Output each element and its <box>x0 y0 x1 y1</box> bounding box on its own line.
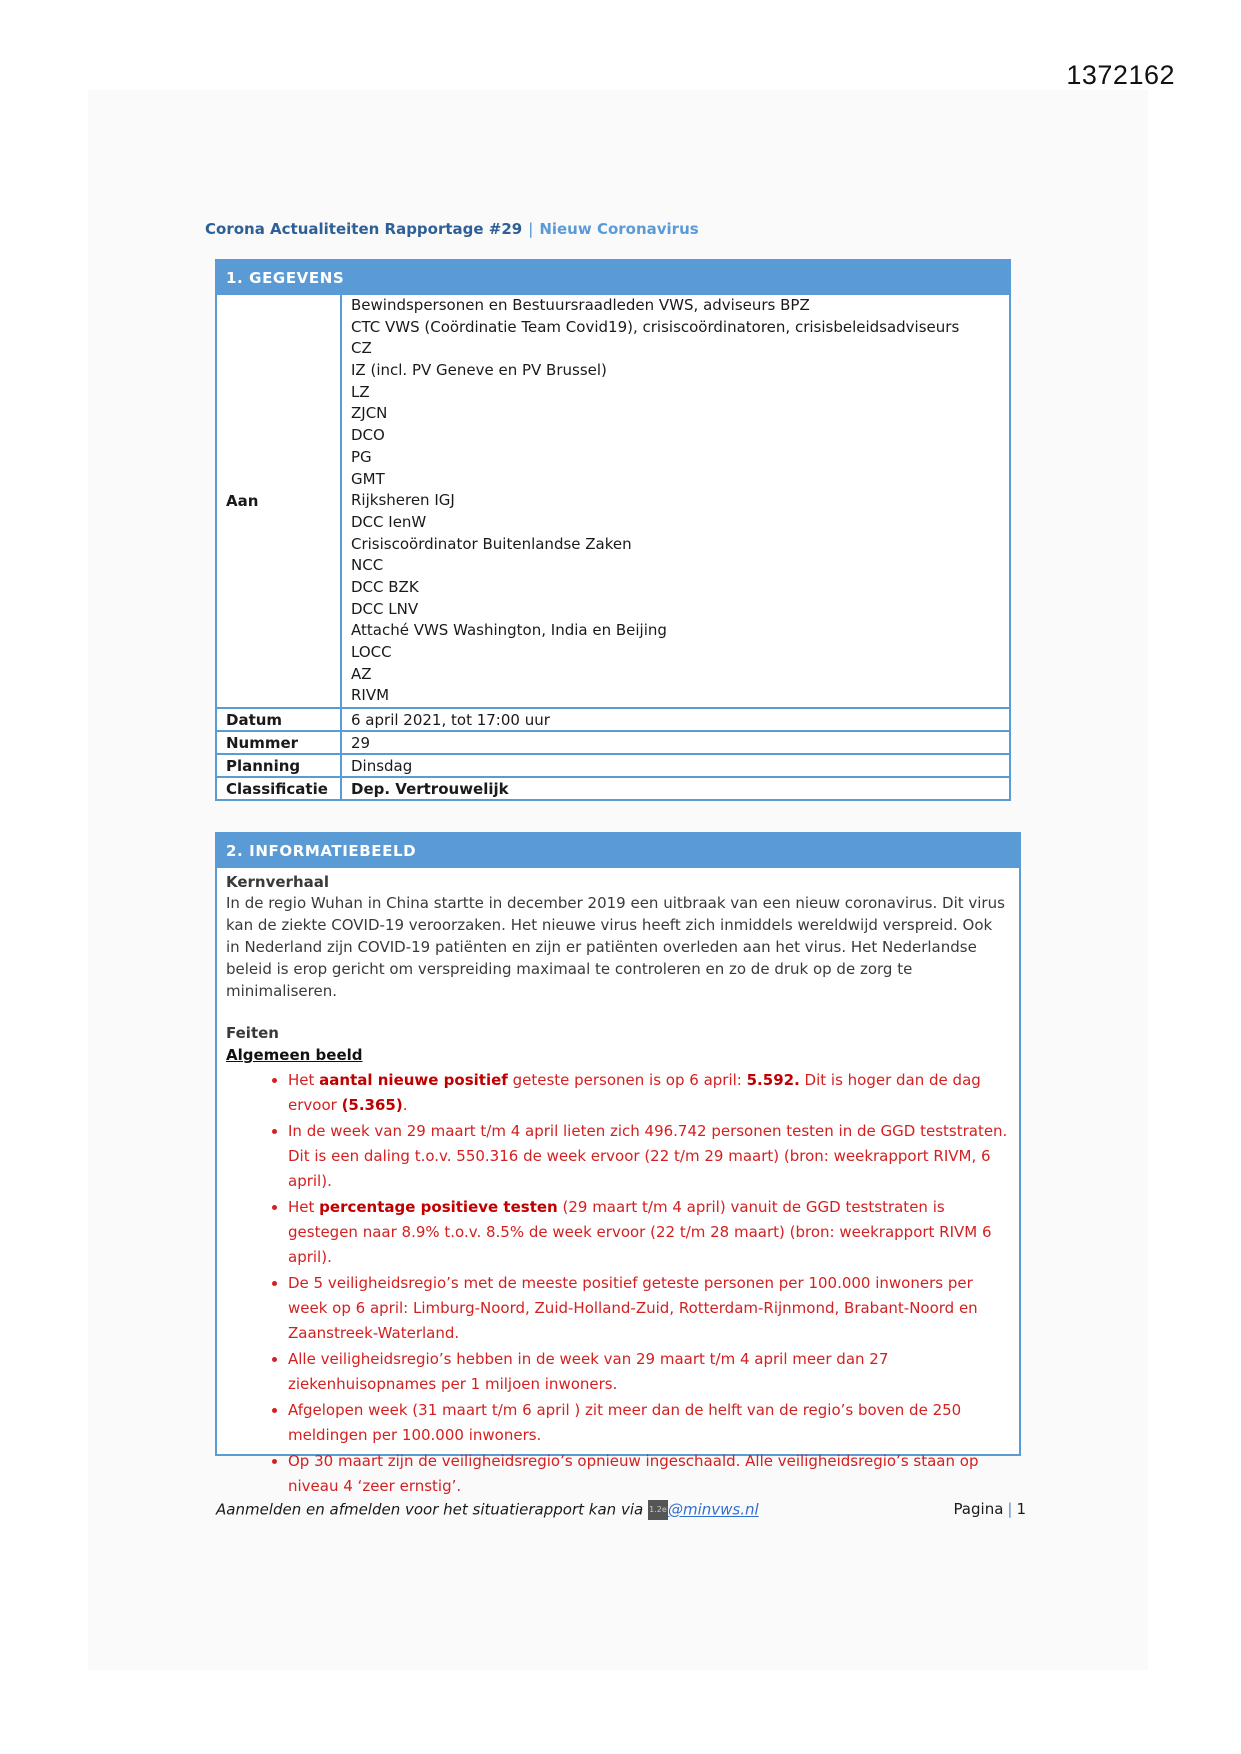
aan-list-item: Attaché VWS Washington, India en Beijing <box>351 621 667 640</box>
fact-emphasis: aantal nieuwe positief <box>319 1071 508 1089</box>
aan-label: Aan <box>217 295 341 708</box>
aan-list-item: NCC <box>351 556 384 575</box>
pagina-label: Pagina <box>953 1500 1004 1518</box>
footer-note: Aanmelden en afmelden voor het situatierapport kan via <box>216 1500 644 1519</box>
page-number <box>953 1500 1026 1518</box>
kernverhaal-text: In de regio Wuhan in China startte in december 2019 een uitbraak van een nieuw coronavirus. Dit virus kan de ziekte COVID-19 veroorzaken. Het nieuwe virus heeft zich inmiddels wereldwijd verspreid. Ook in Nederland zijn COVID-19 patiënten en zijn er patiënten overleden aan het virus. Het Nederlandse beleid is erop gericht om verspreiding maximaal te controleren en zo de druk op de zorg te minimaliseren. <box>226 894 1005 1000</box>
fact-item <box>288 1449 1010 1499</box>
facts-list <box>226 1068 1010 1499</box>
fact-emphasis: 5.592. <box>746 1071 800 1089</box>
informatiebeeld-section <box>215 832 1021 1495</box>
fact-item <box>288 1119 1010 1194</box>
aan-list-item: CTC VWS (Coördinatie Team Covid19), crisiscoördinatoren, crisisbeleidsadviseurs <box>351 317 960 336</box>
aan-list-item: Crisiscoördinator Buitenlandse Zaken <box>351 534 632 553</box>
aan-list-item: LOCC <box>351 643 392 661</box>
feiten-heading: Feiten <box>226 1024 279 1042</box>
fact-text: Afgelopen week (31 maart t/m 6 april ) zit meer dan de helft van de regio’s boven de 250 meldingen per 100.000 inwoners. <box>288 1401 962 1444</box>
aan-list-item: PG <box>351 447 372 466</box>
aan-list-item: DCO <box>351 426 385 445</box>
planning-value: Dinsdag <box>341 754 1009 777</box>
header-separator: | <box>528 220 534 238</box>
aan-list-item: CZ <box>351 339 372 358</box>
aan-list-item: Bewindspersonen en Bestuursraadleden VWS, adviseurs BPZ <box>351 296 810 314</box>
aan-list-item: DCC IenW <box>351 512 427 531</box>
aan-list-item: DCC LNV <box>351 599 419 618</box>
informatiebeeld-title: 2. INFORMATIEBEELD <box>217 834 1019 868</box>
aan-list-item: AZ <box>351 664 372 683</box>
fact-item <box>288 1347 1010 1397</box>
classificatie-value: Dep. Vertrouwelijk <box>341 777 1009 799</box>
redacted-block: 1.2e <box>648 1500 668 1520</box>
pagina-number: 1 <box>1016 1500 1026 1518</box>
fact-text: geteste personen is op 6 april: <box>507 1071 747 1089</box>
fact-text: Het <box>288 1071 320 1089</box>
aan-list-item: IZ (incl. PV Geneve en PV Brussel) <box>351 361 607 380</box>
fact-text: (29 maart t/m 4 april) vanuit de GGD teststraten is gestegen naar 8.9% t.o.v. 8.5% de week ervoor (22 t/m 28 maart) (bron: weekrapport RIVM 6 april). <box>288 1198 992 1266</box>
fact-text: De 5 veiligheidsregio’s met de meeste positief geteste personen per 100.000 inwoners per week op 6 april: Limburg-Noord, Zuid-Holland-Zuid, Rotterdam-Rijnmond, Brabant-Noord en Zaanstreek-Waterland. <box>288 1274 978 1342</box>
aan-list-item: LZ <box>351 382 370 401</box>
fact-item <box>288 1398 1010 1448</box>
fact-text: Dit is hoger dan de dag ervoor <box>288 1071 981 1114</box>
kernverhaal-heading: Kernverhaal <box>226 873 330 891</box>
fact-text: In de week van 29 maart t/m 4 april lieten zich 496.742 personen testen in de GGD teststraten. Dit is een daling t.o.v. 550.316 de week ervoor (22 t/m 29 maart) (bron: weekrapport RIVM, 6 april). <box>288 1122 1008 1190</box>
aan-list-item: GMT <box>351 469 385 488</box>
fact-text: Het <box>288 1198 320 1216</box>
fact-emphasis: (5.365) <box>341 1096 403 1114</box>
fact-emphasis: percentage positieve testen <box>319 1198 558 1216</box>
fact-item <box>288 1068 1010 1118</box>
aan-cell <box>341 295 1009 708</box>
document-id: 1372162 <box>1066 60 1175 90</box>
aan-list-item: ZJCN <box>351 404 388 423</box>
report-subtitle: Nieuw Coronavirus <box>539 220 699 238</box>
fact-text: Alle veiligheidsregio’s hebben in de week van 29 maart t/m 4 april meer dan 27 ziekenhuisopnames per 1 miljoen inwoners. <box>288 1350 889 1393</box>
nummer-value: 29 <box>341 731 1009 754</box>
footer-email-link[interactable]: @minvws.nl <box>667 1500 759 1519</box>
pagina-separator: | <box>1007 1500 1013 1518</box>
page-footer <box>216 1500 1026 1520</box>
aan-list-item: DCC BZK <box>351 577 419 596</box>
gegevens-section <box>215 259 1011 801</box>
planning-label: Planning <box>217 754 341 777</box>
fact-text: Op 30 maart zijn de veiligheidsregio’s opnieuw ingeschaald. Alle veiligheidsregio’s staan op niveau 4 ‘zeer ernstig’. <box>288 1452 979 1495</box>
fact-item <box>288 1195 1010 1270</box>
aan-list-item: RIVM <box>351 686 390 705</box>
algemeen-beeld-heading: Algemeen beeld <box>226 1046 363 1064</box>
informatiebeeld-body <box>217 868 1019 1510</box>
aan-list <box>351 295 1000 707</box>
datum-label: Datum <box>217 708 341 731</box>
nummer-label: Nummer <box>217 731 341 754</box>
fact-text: . <box>402 1096 408 1114</box>
classificatie-label: Classificatie <box>217 777 341 799</box>
document-header <box>205 220 699 238</box>
datum-value: 6 april 2021, tot 17:00 uur <box>341 708 1009 731</box>
report-title: Corona Actualiteiten Rapportage #29 <box>205 220 523 238</box>
gegevens-title: 1. GEGEVENS <box>217 261 1009 295</box>
aan-list-item: Rijksheren IGJ <box>351 491 455 510</box>
gegevens-table <box>217 295 1009 799</box>
fact-item <box>288 1271 1010 1346</box>
